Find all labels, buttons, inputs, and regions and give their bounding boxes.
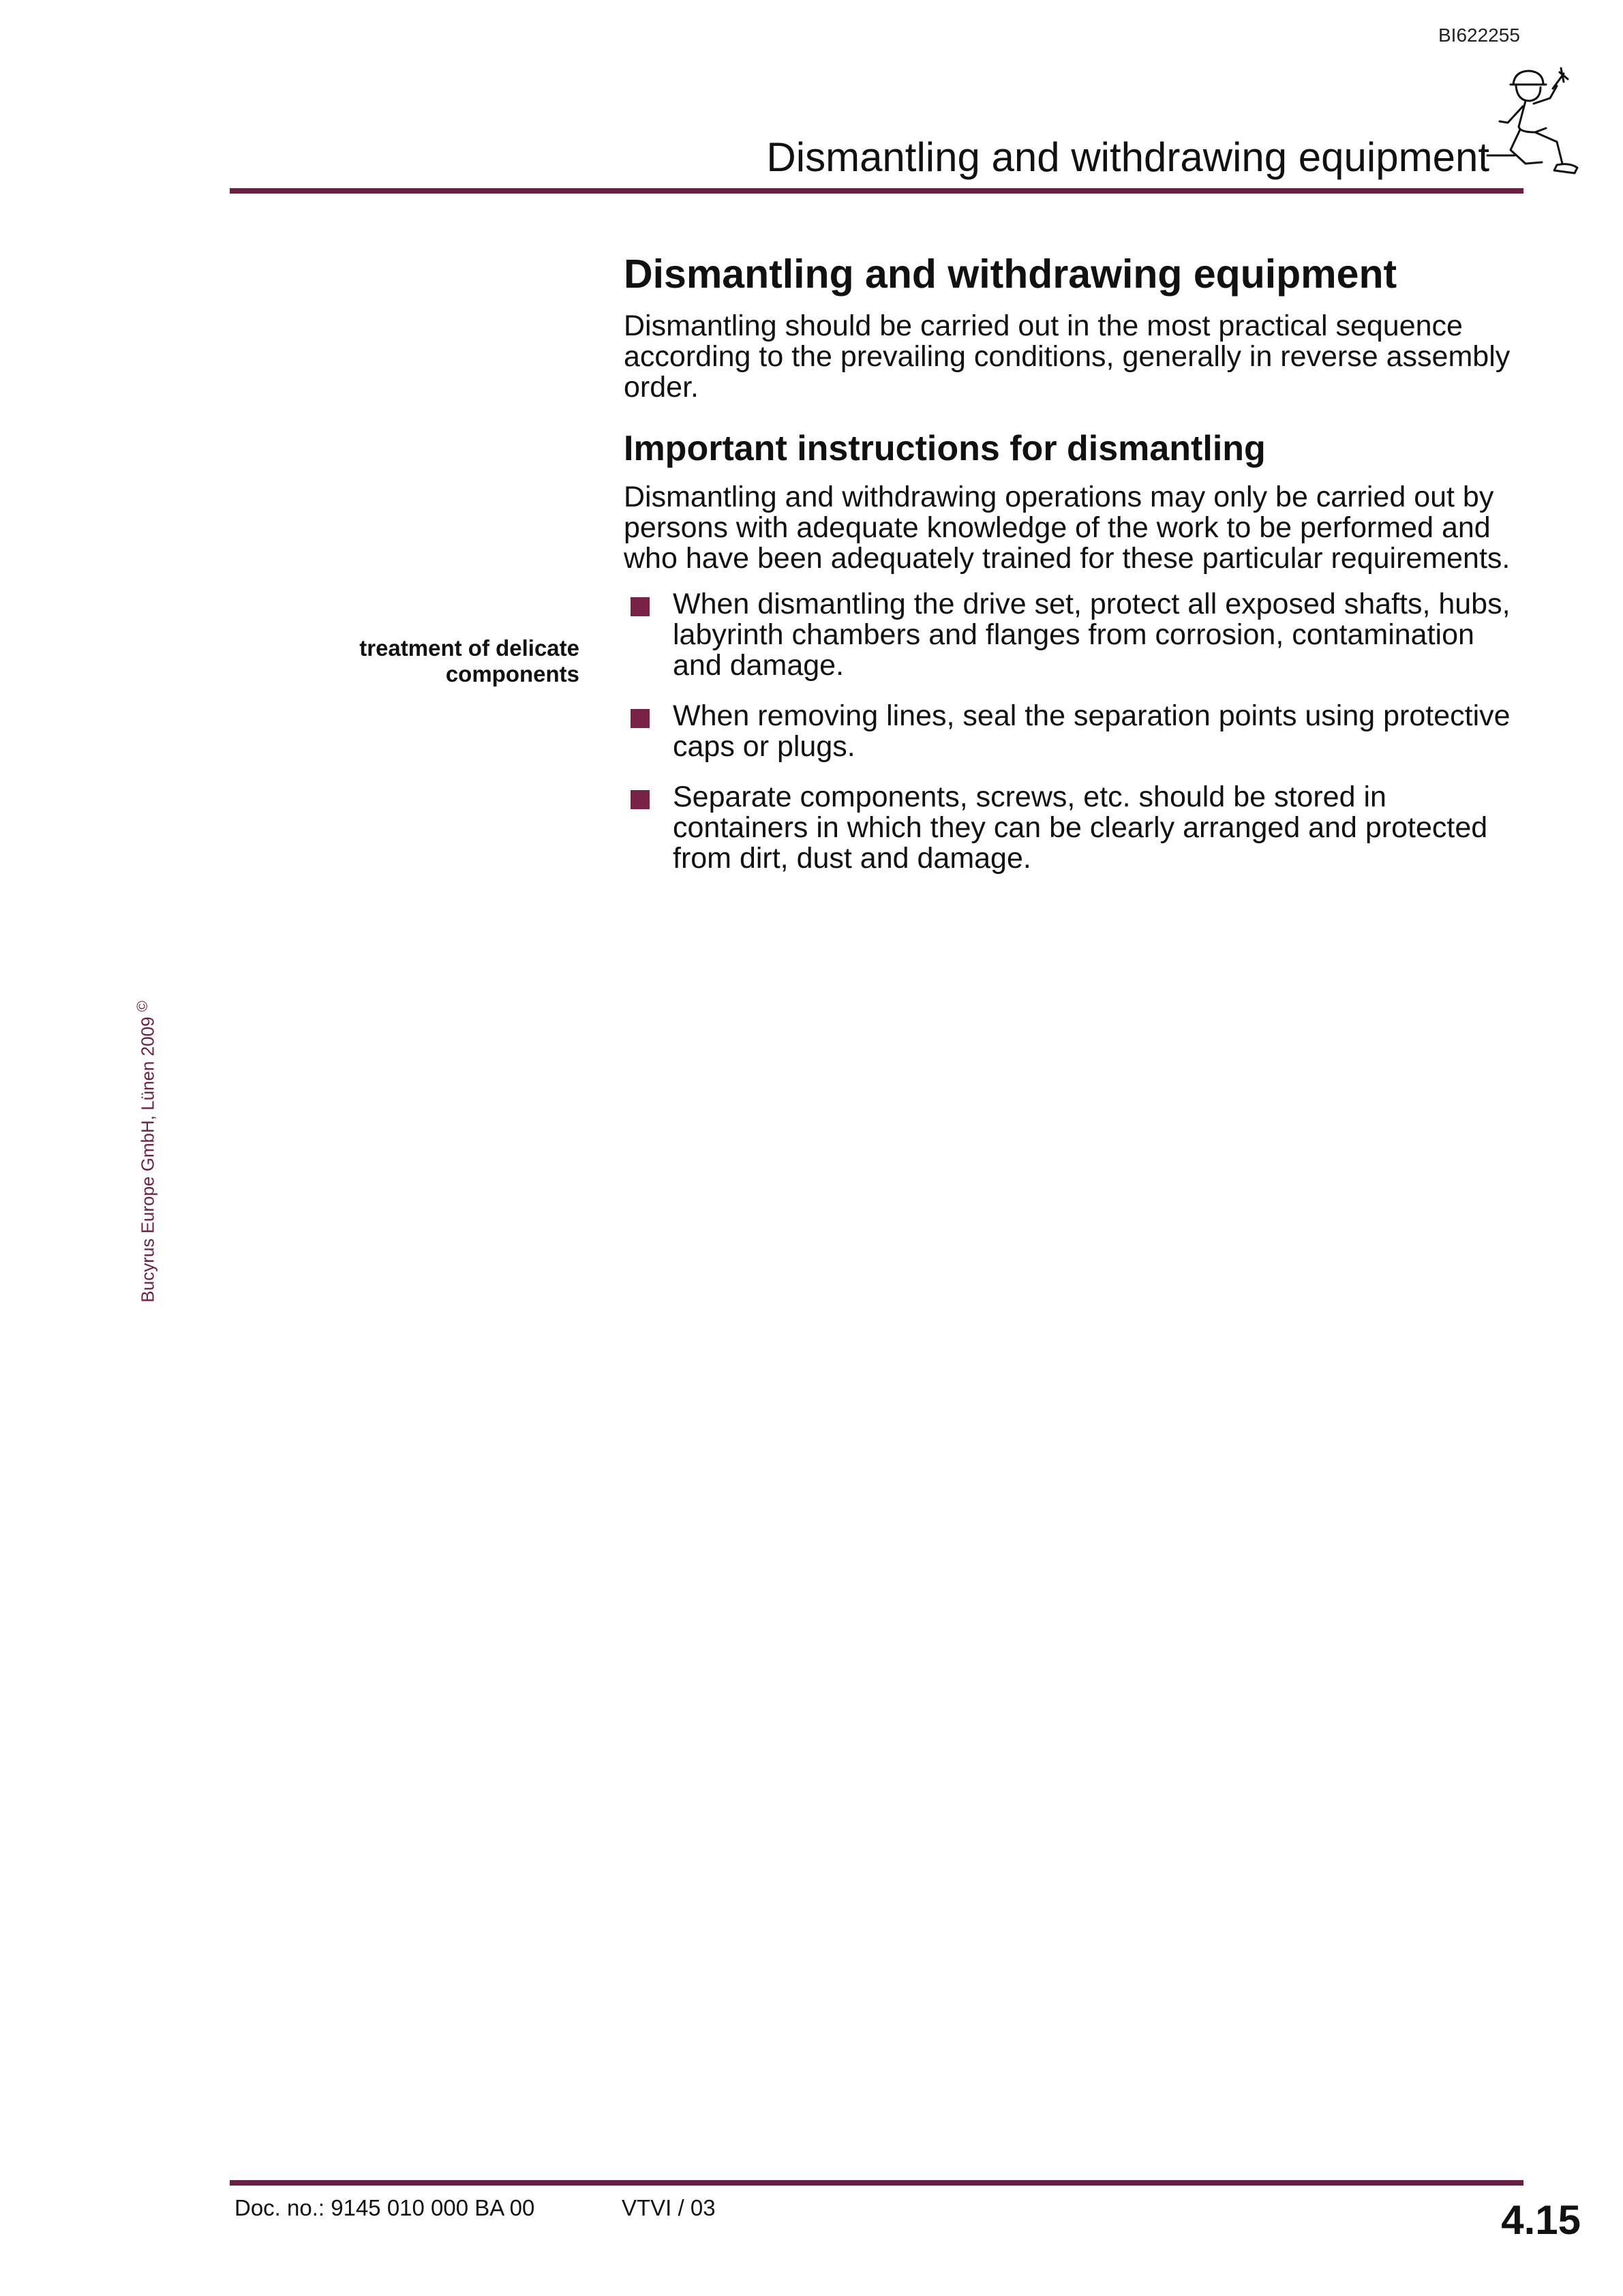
list-item [624,589,1523,681]
copyright-notice [134,1001,159,1303]
list-item [624,701,1523,762]
list-item-text: When dismantling the drive set, protect all exposed shafts, hubs, labyrinth chambers and flanges from corrosion, contamination and damage. [673,588,1511,682]
running-header-title: Dismantling and withdrawing equipment [766,134,1489,180]
footer-document-number: Doc. no.: 9145 010 000 BA 00 [234,2195,535,2220]
header-rule [230,188,1523,194]
page-number: 4.15 [1501,2197,1581,2243]
section-heading: Dismantling and withdrawing equipment [624,252,1397,297]
copyright-symbol: © [134,1001,151,1012]
copyright-text: Bucyrus Europe GmbH, Lünen 2009 [137,1016,158,1303]
list-item-text: Separate components, screws, etc. should be stored in containers in which they can be clearly arranged and protected from dirt, dust and damage. [673,781,1488,875]
square-bullet-icon [631,709,650,728]
main-content [624,247,1523,894]
subsection-heading: Important instructions for dismantling [624,429,1266,468]
instructions-paragraph: Dismantling and withdrawing operations may only be carried out by persons with adequate knowledge of the work to be performed and who have been adequately trained for these particular requirements. [624,481,1511,575]
square-bullet-icon [631,790,650,809]
square-bullet-icon [631,597,650,616]
margin-note: treatment of delicate components [359,635,579,686]
kneeling-worker-with-tool-icon [1481,61,1581,177]
footer-revision: VTVI / 03 [622,2195,716,2220]
intro-paragraph: Dismantling should be carried out in the most practical sequence according to the prevailing conditions, generally in reverse assembly order. [624,309,1511,404]
list-item-text: When removing lines, seal the separation points using protective caps or plugs. [673,699,1511,763]
document-id: BI622255 [1438,25,1520,46]
footer-rule [230,2180,1523,2186]
list-item [624,782,1523,874]
bullet-list [624,589,1523,874]
